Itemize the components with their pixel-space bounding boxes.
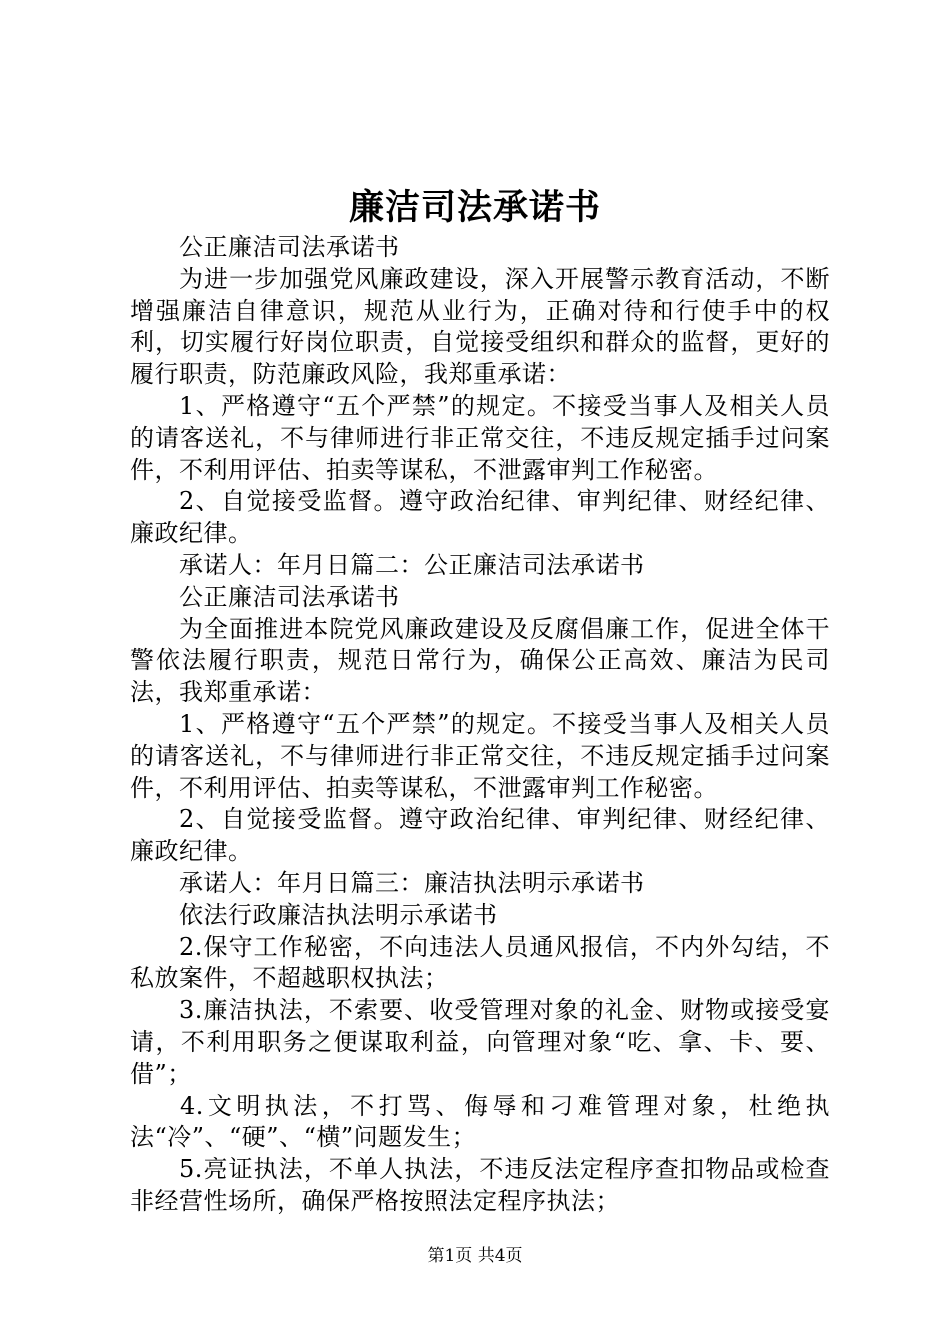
paragraph: 依法行政廉洁执法明示承诺书 [179,900,498,929]
paragraph: 公正廉洁司法承诺书 [179,233,400,261]
paragraph: 为全面推进本院党风廉政建设及反腐倡廉工作，促进全体干警依法履行职责，规范日常行为，确保公正高效、廉洁为民司法，我郑重承诺： [130,614,830,707]
paragraph: 为进一步加强党风廉政建设，深入开展警示教育活动，不断增强廉洁自律意识，规范从业行为，正确对待和行使手中的权利，切实履行好岗位职责，自觉接受组织和群众的监督，更好的履行职责，防范廉政风险，我郑重承诺： [130,264,830,389]
paragraph: 1、严格遵守“五个严禁”的规定。不接受当事人及相关人员的请客送礼，不与律师进行非正常交往，不违反规定插手过问案件，不利用评估、拍卖等谋私，不泄露审判工作秘密。 [130,391,830,484]
paragraph: 2、自觉接受监督。遵守政治纪律、审判纪律、财经纪律、廉政纪律。 [130,487,830,548]
paragraph: 2、自觉接受监督。遵守政治纪律、审判纪律、财经纪律、廉政纪律。 [130,805,830,866]
paragraph: 承诺人：年月日篇三：廉洁执法明示承诺书 [179,868,645,897]
paragraph: 5.亮证执法，不单人执法，不违反法定程序查扣物品或检查非经营性场所，确保严格按照法定程序执法； [130,1155,830,1215]
paragraph: 2.保守工作秘密，不向违法人员通风报信，不内外勾结，不私放案件，不超越职权执法； [130,932,830,993]
page-number-footer: 第1页 共4页 [427,1246,523,1266]
document-body [130,232,830,1218]
document-title: 廉洁司法承诺书 [348,187,601,228]
paragraph: 1、严格遵守“五个严禁”的规定。不接受当事人及相关人员的请客送礼，不与律师进行非正常交往，不违反规定插手过问案件，不利用评估、拍卖等谋私，不泄露审判工作秘密。 [130,709,830,802]
paragraph: 公正廉洁司法承诺书 [179,582,400,611]
paragraph: 承诺人：年月日篇二：公正廉洁司法承诺书 [179,550,645,579]
paragraph: 3.廉洁执法，不索要、收受管理对象的礼金、财物或接受宴请，不利用职务之便谋取利益，向管理对象“吃、拿、卡、要、借”； [130,996,830,1088]
paragraph: 4.文明执法，不打骂、侮辱和刁难管理对象，杜绝执法“冷”、“硬”、“横”问题发生； [130,1091,830,1152]
